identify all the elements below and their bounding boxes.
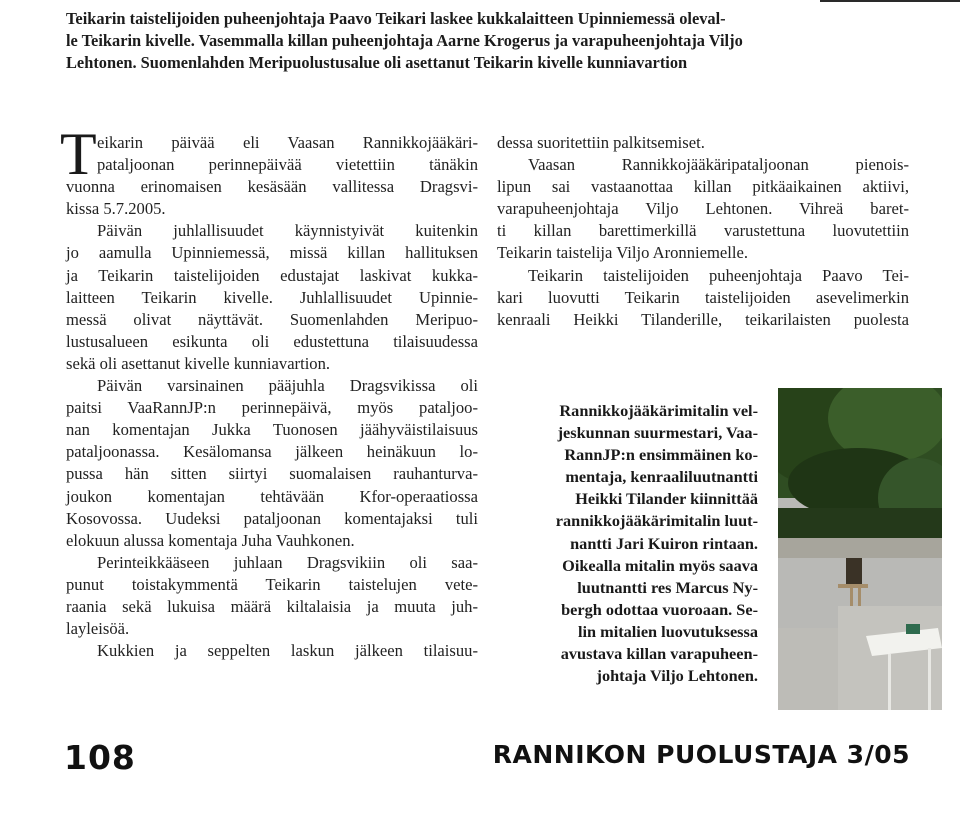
text-line: laitteen Teikarin kivelle. Juhlallisuudet Upinnie- (66, 287, 478, 307)
caption-line: luutnantti res Marcus Ny- (577, 577, 758, 597)
text-line: kissa 5.7.2005. (66, 199, 166, 219)
text-line: ti killan barettimerkillä varustettuna luovutettiin (497, 221, 909, 241)
article-left-column (66, 132, 478, 662)
text-line: kari luovutti Teikarin taistelijoiden asevelimerkin (497, 287, 909, 307)
caption-line: rannikkojääkärimitalin luut- (555, 511, 758, 531)
text-line: jo aamulla Upinniemessä, missä killan hallituksen (66, 243, 478, 263)
text-line: eikarin päivää eli Vaasan Rannikkojääkäri- (97, 133, 478, 152)
caption-line: avustava killan varapuheen- (560, 644, 758, 664)
text-line: Kosovossa. Uudeksi pataljoonan komentajaksi tuli (66, 508, 478, 528)
text-line: ja Teikarin taistelijoiden edustajat laskivat kukka- (66, 265, 478, 285)
caption-line: RannJP:n ensimmäinen ko- (564, 445, 758, 465)
caption-line: lin mitalien luovutuksessa (577, 621, 758, 641)
text-line: vuonna erinomaisen kesäsään vallitessa Dragsvi- (66, 177, 478, 197)
caption-line: Heikki Tilander kiinnittää (575, 489, 758, 509)
text-line: sekä oli asettanut kivelle kunniavartion. (66, 353, 331, 373)
text-line: pataljoonan perinnepäivää vietettiin tänäkin (97, 155, 478, 175)
text-line: Teikarin taistelija Viljo Aronniemelle. (497, 243, 748, 263)
text-line: raania sekä lukuisa määrä kiltalaisia ja muuta juh- (66, 596, 478, 616)
text-line: elokuun alussa komentaja Juha Vauhkonen. (66, 530, 355, 550)
caption-line: jeskunnan suurmestari, Vaa- (557, 423, 758, 443)
top-rule (820, 0, 960, 2)
caption-line: johtaja Viljo Lehtonen. (596, 666, 758, 686)
text-line: nan komentajan Jukka Tuonosen jäähyväistilaisuus (66, 420, 478, 440)
text-line: Päivän juhlallisuudet käynnistyivät kuitenkin (97, 221, 478, 241)
caption-line: Rannikkojääkärimitalin vel- (559, 401, 758, 420)
text-line: punut toistakymmentä Teikarin taistelujen vete- (66, 574, 478, 594)
caption-line: le Teikarin kivelle. Vasemmalla killan puheenjohtaja Aarne Krogerus ja varapuheenjohtaja Viljo (66, 31, 743, 50)
caption-line: Teikarin taistelijoiden puheenjohtaja Paavo Teikari laskee kukkalaitteen Upinniemessä oleval- (66, 9, 726, 28)
top-photo-caption (66, 8, 866, 74)
text-line: pussa hän sitten siirtyi suomalaisen rauhanturva- (66, 464, 478, 484)
text-line: Kukkien ja seppelten laskun jälkeen tilaisuu- (97, 641, 478, 661)
text-line: dessa suoritettiin palkitsemiset. (497, 133, 705, 152)
text-line: pataljoonassa. Kesälomansa jälkeen heinäkuun lo- (66, 442, 478, 462)
text-line: Vaasan Rannikkojääkäripataljoonan pienois- (528, 155, 909, 175)
text-line: varapuheenjohtaja Viljo Lehtonen. Vihreä baret- (497, 199, 909, 219)
caption-line: Lehtonen. Suomenlahden Meripuolustusalue oli asettanut Teikarin kivelle kunniavartion (66, 53, 688, 72)
article-right-column (497, 132, 909, 331)
photo-caption (508, 400, 758, 687)
caption-line: bergh odottaa vuoroaan. Se- (561, 599, 758, 619)
page-number: 108 (64, 738, 136, 777)
text-line: layleisöä. (66, 619, 130, 639)
ceremony-photo (778, 388, 942, 710)
magazine-title: RANNIKON PUOLUSTAJA 3/05 (492, 740, 910, 769)
text-line: joukon komentajan tehtävään Kfor-operaatiossa (66, 486, 478, 506)
text-line: Teikarin taistelijoiden puheenjohtaja Paavo Tei- (528, 265, 909, 285)
caption-line: Oikealla mitalin myös saava (562, 555, 758, 575)
text-line: Päivän varsinainen pääjuhla Dragsvikissa oli (97, 376, 478, 396)
text-line: lipun sai vastaanottaa killan pitkäaikainen aktiivi, (497, 177, 909, 197)
photo-illustration (778, 388, 942, 710)
text-line: paitsi VaaRannJP:n perinnepäivä, myös pataljoo- (66, 398, 478, 418)
text-line: messä olivat näyttävät. Suomenlahden Meripuo- (66, 309, 478, 329)
caption-line: mentaja, kenraaliluutnantti (565, 467, 758, 487)
caption-line: nantti Jari Kuiron rintaan. (570, 533, 758, 553)
drop-cap: T (60, 121, 97, 187)
text-line: lustusalueen esikunta oli edustettuna tilaisuudessa (66, 331, 478, 351)
text-line: Perinteikkääseen juhlaan Dragsvikiin oli saa- (97, 552, 478, 572)
text-line: kenraali Heikki Tilanderille, teikarilaisten puolesta (497, 309, 909, 329)
